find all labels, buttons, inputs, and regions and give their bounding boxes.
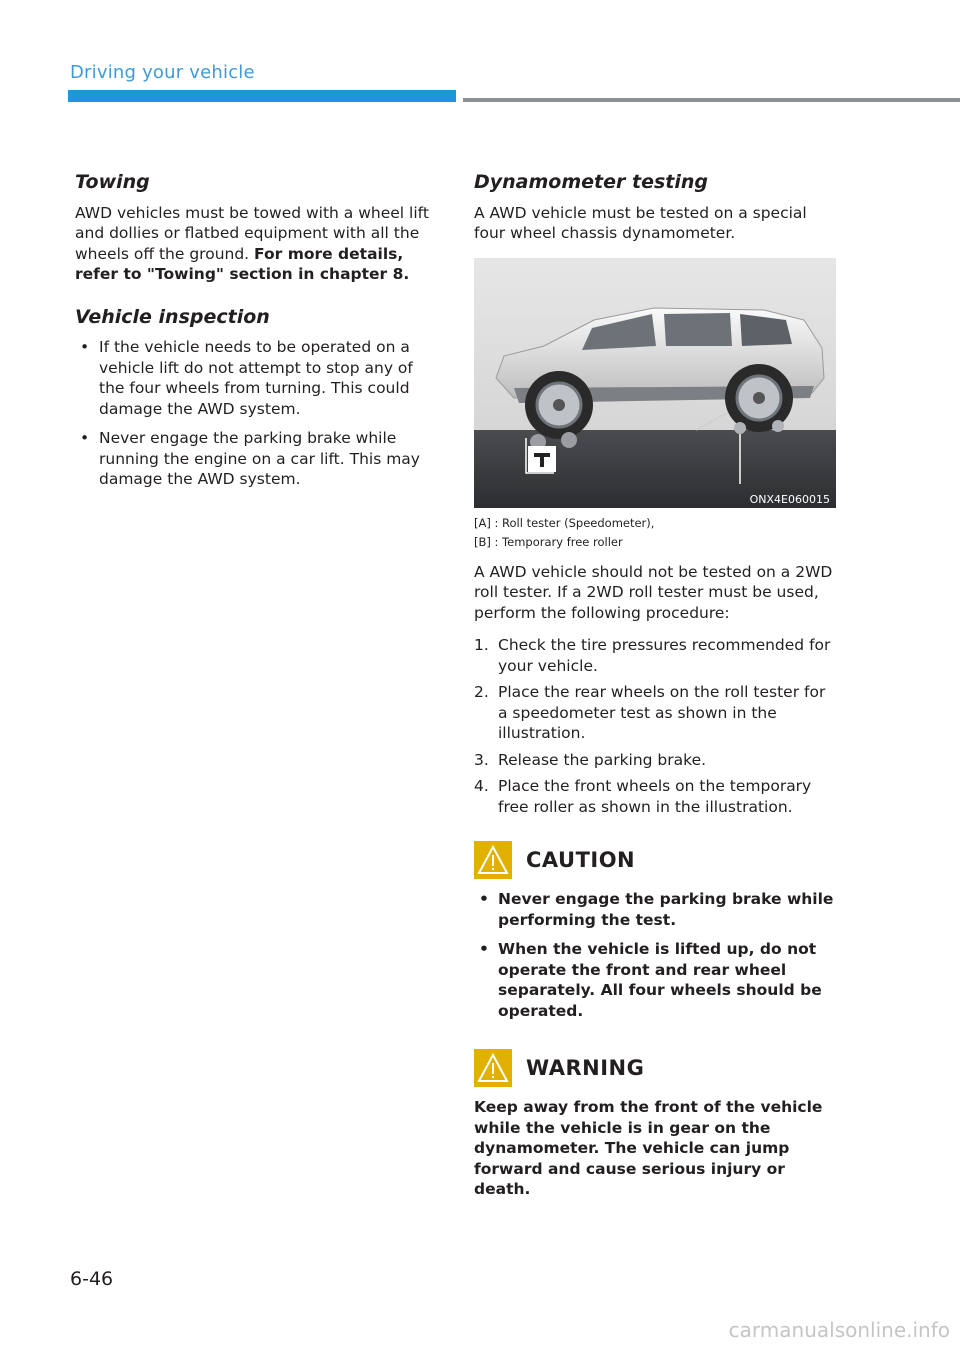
warning-header [474,1049,839,1087]
list-item: 1. Check the tire pressures recommended for your vehicle. [474,636,831,675]
warning-triangle-icon [474,1049,512,1087]
dynamometer-illustration [474,258,836,508]
procedure-list [474,635,839,817]
dyno-intro: A AWD vehicle must be tested on a special four wheel chassis dynamometer. [474,203,807,243]
caution-title: CAUTION [526,848,636,873]
warning-body: Keep away from the front of the vehicle while the vehicle is in gear on the dynamometer. The vehicle can jump forward and cause serious injury or death. [474,1098,823,1199]
watermark: carmanualsonline.info [728,1318,950,1342]
left-column [75,170,440,499]
vehicle-on-dynamometer-image [474,258,836,508]
warning-triangle-icon [474,841,512,879]
list-item: • When the vehicle is lifted up, do not operate the front and rear wheel separately. All four wheels should be operated. [479,940,822,1020]
dyno-heading: Dynamometer testing [474,171,708,193]
list-item: • Never engage the parking brake while performing the test. [479,890,834,929]
figure-code: ONX4E060015 [749,492,830,506]
towing-paragraph [75,203,440,285]
header-rule-accent [68,90,456,102]
inspection-list [75,337,440,490]
list-item: 2. Place the rear wheels on the roll tester for a speedometer test as shown in the illustration. [474,683,826,743]
caution-list [474,889,839,1021]
caution-header [474,841,839,879]
warning-title: WARNING [526,1056,645,1081]
figure-caption: [A] : Roll tester (Speedometer), [B] : Temporary free roller [474,515,655,549]
towing-body: AWD vehicles must be towed with a wheel lift and dollies or flatbed equipment with all the wheels off the ground. [75,203,429,263]
list-item: 3. Release the parking brake. [474,750,707,769]
dyno-body: A AWD vehicle should not be tested on a 2WD roll tester. If a 2WD roll tester must be used, perform the following procedure: [474,562,833,622]
towing-heading: Towing [75,171,150,193]
list-item: 4. Place the front wheels on the temporary free roller as shown in the illustration. [474,777,812,816]
header-title: Driving your vehicle [70,62,255,83]
page-number: 6-46 [70,1268,114,1290]
right-column [474,170,839,1212]
towing-reference: For more details, refer to "Towing" section in chapter 8. [75,244,410,284]
header-rule [463,98,960,102]
list-item: • If the vehicle needs to be operated on a vehicle lift do not attempt to stop any of the four wheels from turning. This could damage the AWD system. [80,338,413,418]
inspection-heading: Vehicle inspection [75,305,270,328]
list-item: • Never engage the parking brake while running the engine on a car lift. This may damage the AWD system. [80,429,420,489]
